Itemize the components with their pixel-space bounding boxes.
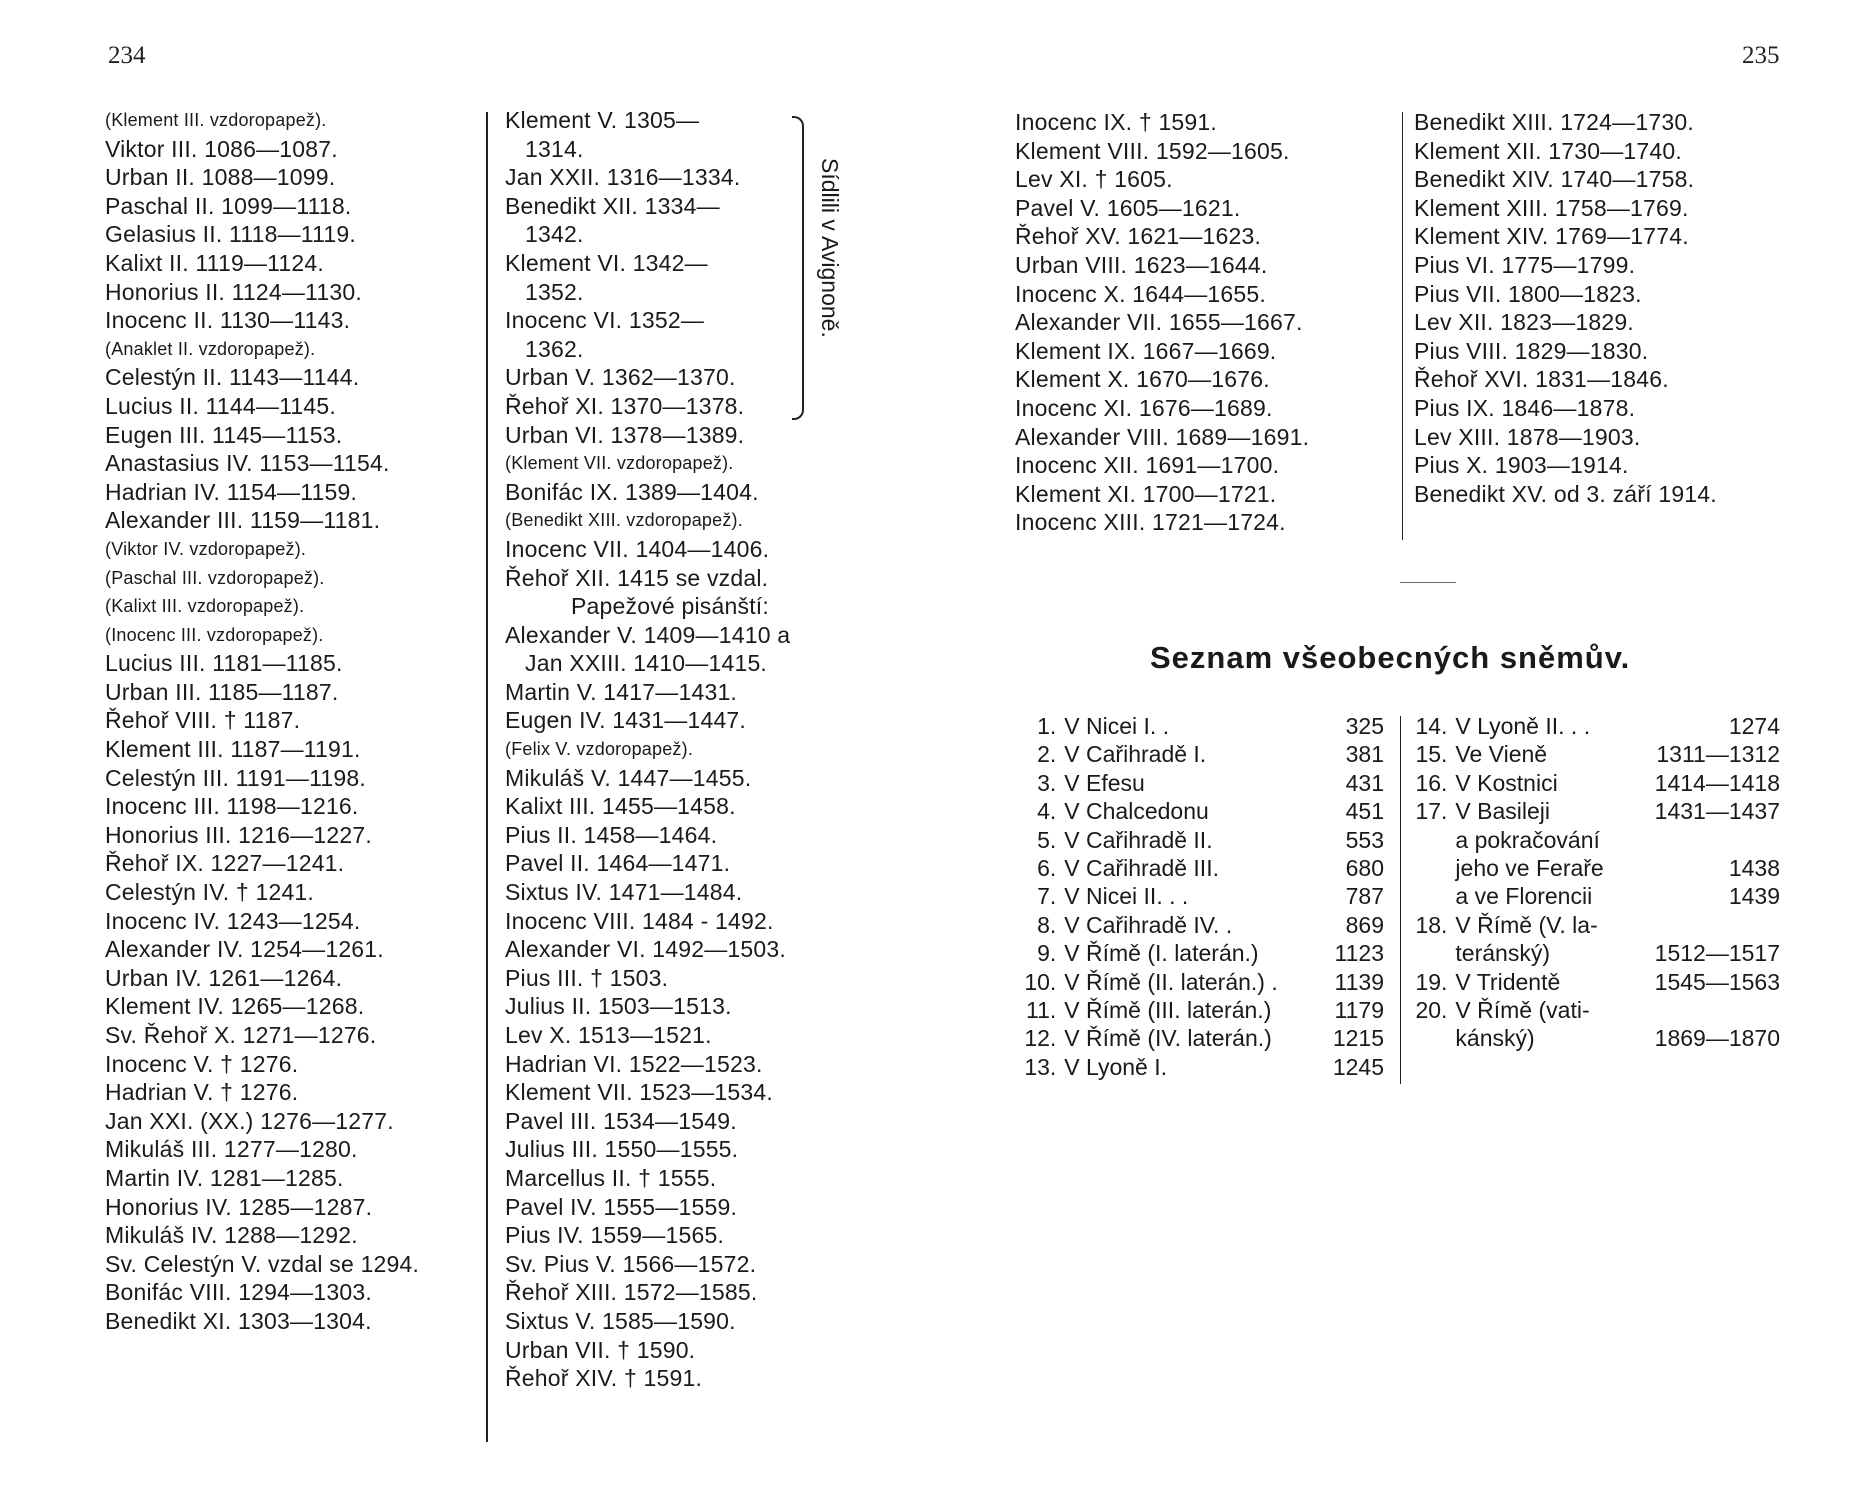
list-entry: Klement VI. 1342— <box>505 249 708 276</box>
council-place: jeho ve Feraře <box>1455 855 1604 882</box>
council-number: 15. <box>1415 741 1448 768</box>
list-entry: Gelasius II. 1118—1119. <box>105 221 356 248</box>
list-entry: Celestýn II. 1143—1144. <box>105 364 360 391</box>
list-entry: Pius IX. 1846—1878. <box>1414 394 1636 421</box>
council-place: a ve Florencii <box>1455 883 1593 910</box>
council-number: 10. <box>1024 968 1057 995</box>
list-entry: Bonifác IX. 1389—1404. <box>505 478 759 505</box>
list-entry: Lev X. 1513—1521. <box>505 1022 712 1048</box>
council-year <box>1631 911 1780 939</box>
list-entry: Klement IX. 1667—1669. <box>1015 337 1277 364</box>
council-year: 1139 <box>1334 968 1384 995</box>
list-entry: Julius II. 1503—1513. <box>505 993 732 1020</box>
list-entry: Inocenc XIII. 1721—1724. <box>1015 509 1286 536</box>
list-entry: Alexander V. 1409—1410 a <box>505 621 791 648</box>
list-entry: Celestýn III. 1191—1198. <box>105 764 366 791</box>
list-entry: Inocenc III. 1198—1216. <box>105 793 359 820</box>
separator-dash <box>1400 582 1456 583</box>
list-entry: Urban V. 1362—1370. <box>505 364 736 391</box>
council-year: 1512—1517 <box>1654 940 1780 967</box>
councils-table-left <box>1016 712 1384 1081</box>
council-row <box>1408 769 1780 797</box>
council-number: 2. <box>1037 741 1057 768</box>
list-entry: Klement XI. 1700—1721. <box>1015 480 1277 507</box>
council-row <box>1016 968 1384 996</box>
council-number: 9. <box>1037 940 1057 967</box>
list-entry: Řehoř IX. 1227—1241. <box>105 850 345 877</box>
list-entry: (Anaklet II. vzdoropapež). <box>105 338 316 359</box>
council-place: V Chalcedonu <box>1064 798 1209 825</box>
left-page-papal-list-2 <box>505 106 835 1393</box>
council-number: 4. <box>1037 798 1057 825</box>
council-number: 13. <box>1024 1053 1057 1080</box>
council-number <box>1408 826 1455 854</box>
council-row <box>1016 1024 1384 1052</box>
list-entry: (Viktor IV. vzdoropapež). <box>105 538 307 559</box>
council-row <box>1016 882 1384 910</box>
list-entry: Anastasius IV. 1153—1154. <box>105 450 390 477</box>
council-place: V Cařihradě IV. . <box>1064 911 1233 938</box>
avignon-note: Sídlili v Avignoně. <box>817 158 843 338</box>
council-row <box>1408 911 1780 939</box>
list-entry: Sixtus V. 1585—1590. <box>505 1307 736 1334</box>
list-entry: 1352. <box>525 278 584 305</box>
council-row <box>1016 740 1384 768</box>
list-entry: Pavel IV. 1555—1559. <box>505 1193 738 1220</box>
list-entry: Lev XI. † 1605. <box>1015 166 1173 193</box>
list-entry: Julius III. 1550—1555. <box>505 1136 739 1163</box>
list-entry: Pius VII. 1800—1823. <box>1414 280 1642 307</box>
list-entry: Kalixt II. 1119—1124. <box>105 249 324 276</box>
council-year: 1215 <box>1332 1025 1384 1052</box>
list-entry: (Felix V. vzdoropapež). <box>505 739 694 760</box>
list-entry: Papežové pisánští: <box>571 593 769 620</box>
council-number: 20. <box>1415 997 1448 1024</box>
list-entry: Pius III. † 1503. <box>505 964 669 991</box>
list-entry: Benedikt XIII. 1724—1730. <box>1414 109 1694 135</box>
council-place: V Nicei II. . . <box>1064 883 1189 910</box>
list-entry: Klement XII. 1730—1740. <box>1414 137 1682 164</box>
list-entry: Urban VII. † 1590. <box>505 1336 696 1363</box>
list-entry: Inocenc VI. 1352— <box>505 307 705 334</box>
list-entry: Urban VI. 1378—1389. <box>505 421 745 448</box>
list-entry: Klement XIV. 1769—1774. <box>1414 223 1689 250</box>
council-place: V Tridentě <box>1455 968 1561 995</box>
council-row <box>1408 968 1780 996</box>
list-entry: Bonifác VIII. 1294—1303. <box>105 1279 372 1306</box>
list-entry: Klement IV. 1265—1268. <box>105 993 365 1020</box>
council-place: a pokračování <box>1455 826 1600 853</box>
council-place: V Efesu <box>1064 769 1145 796</box>
council-year: 1179 <box>1334 997 1384 1024</box>
list-entry: Urban III. 1185—1187. <box>105 678 339 705</box>
council-place: V Lyoně II. . . <box>1455 713 1591 739</box>
column-divider-right <box>1402 112 1403 540</box>
council-year: 325 <box>1345 713 1384 739</box>
council-row <box>1408 826 1780 854</box>
council-row <box>1016 1053 1384 1081</box>
council-number: 12. <box>1024 1025 1057 1052</box>
list-entry: Klement V. 1305— <box>505 107 700 133</box>
councils-table-right <box>1408 712 1780 1053</box>
council-place: kánský) <box>1455 1025 1535 1052</box>
council-number: 3. <box>1037 769 1057 796</box>
page-number-left: 234 <box>108 42 146 69</box>
list-entry: Sv. Pius V. 1566—1572. <box>505 1250 757 1277</box>
council-place: V Kostnici <box>1455 769 1558 796</box>
council-place: V Římě (III. laterán.) <box>1064 997 1272 1024</box>
council-place: V Lyoně I. <box>1064 1053 1168 1080</box>
list-entry: Řehoř XII. 1415 se vzdal. <box>505 564 769 591</box>
list-entry: Alexander IV. 1254—1261. <box>105 936 384 963</box>
list-entry: Lucius III. 1181—1185. <box>105 650 343 677</box>
council-year: 1439 <box>1728 883 1780 910</box>
list-entry: Inocenc IX. † 1591. <box>1015 109 1217 135</box>
list-entry: Jan XXII. 1316—1334. <box>505 164 741 191</box>
council-year: 553 <box>1345 826 1384 853</box>
council-year: 451 <box>1345 798 1384 825</box>
council-place: V Cařihradě II. <box>1064 826 1213 853</box>
list-entry: Hadrian V. † 1276. <box>105 1079 299 1106</box>
council-row <box>1016 911 1384 939</box>
council-year: 1274 <box>1728 713 1780 739</box>
list-entry: Mikuláš IV. 1288—1292. <box>105 1222 358 1249</box>
list-entry: Alexander III. 1159—1181. <box>105 507 381 534</box>
list-entry: Hadrian IV. 1154—1159. <box>105 478 358 505</box>
council-year <box>1631 996 1780 1024</box>
list-entry: Jan XXI. (XX.) 1276—1277. <box>105 1107 394 1134</box>
council-year <box>1631 826 1780 854</box>
list-entry: Lucius II. 1144—1145. <box>105 392 336 419</box>
council-row <box>1408 882 1780 910</box>
right-page-papal-list-2 <box>1414 108 1834 508</box>
council-row <box>1016 939 1384 967</box>
council-row <box>1016 712 1384 740</box>
council-year: 869 <box>1345 911 1384 938</box>
list-entry: Celestýn IV. † 1241. <box>105 879 315 906</box>
list-entry: (Paschal III. vzdoropapež). <box>105 567 325 588</box>
right-page-papal-list-1 <box>1015 108 1395 537</box>
council-row <box>1016 797 1384 825</box>
council-row <box>1016 854 1384 882</box>
list-entry: Inocenc XI. 1676—1689. <box>1015 394 1273 421</box>
council-place: V Římě (vati- <box>1455 997 1590 1024</box>
council-place: V Basileji <box>1455 798 1551 825</box>
list-entry: Pius IV. 1559—1565. <box>505 1222 725 1249</box>
list-entry: Inocenc VII. 1404—1406. <box>505 535 770 562</box>
avignon-brace <box>792 116 804 420</box>
list-entry: Urban IV. 1261—1264. <box>105 964 343 991</box>
council-number <box>1408 939 1455 967</box>
council-row <box>1016 769 1384 797</box>
list-entry: Inocenc VIII. 1484 - 1492. <box>505 907 774 934</box>
list-entry: Benedikt XIV. 1740—1758. <box>1414 166 1695 193</box>
list-entry: Klement VIII. 1592—1605. <box>1015 137 1290 164</box>
list-entry: Sixtus IV. 1471—1484. <box>505 879 743 906</box>
list-entry: Řehoř XVI. 1831—1846. <box>1414 366 1669 393</box>
council-place: V Římě (II. laterán.) . <box>1064 968 1278 995</box>
list-entry: Benedikt XI. 1303—1304. <box>105 1307 372 1334</box>
council-number: 16. <box>1415 769 1448 796</box>
list-entry: Řehoř XI. 1370—1378. <box>505 392 745 419</box>
list-entry: Pavel II. 1464—1471. <box>505 850 731 877</box>
page-number-right: 235 <box>1742 42 1780 69</box>
list-entry: Klement X. 1670—1676. <box>1015 366 1270 393</box>
list-entry: Pius II. 1458—1464. <box>505 821 718 848</box>
council-year: 381 <box>1345 741 1384 768</box>
list-entry: Řehoř VIII. † 1187. <box>105 707 301 734</box>
council-place: V Římě (IV. laterán.) <box>1064 1025 1272 1052</box>
council-year: 1438 <box>1728 855 1780 882</box>
council-year: 1431—1437 <box>1654 798 1780 825</box>
council-number: 14. <box>1415 713 1448 739</box>
council-year: 680 <box>1345 855 1384 882</box>
council-number: 1. <box>1037 713 1057 739</box>
councils-divider <box>1400 716 1401 1084</box>
council-place: V Cařihradě III. <box>1064 855 1219 882</box>
council-place: Ve Vieně <box>1455 741 1548 768</box>
list-entry: Mikuláš III. 1277—1280. <box>105 1136 358 1163</box>
list-entry: (Benedikt XIII. vzdoropapež). <box>505 510 743 531</box>
list-entry: Marcellus II. † 1555. <box>505 1164 717 1191</box>
list-entry: Sv. Celestýn V. vzdal se 1294. <box>105 1250 420 1277</box>
list-entry: Benedikt XII. 1334— <box>505 192 720 219</box>
council-year: 1414—1418 <box>1654 769 1780 796</box>
list-entry: Hadrian VI. 1522—1523. <box>505 1050 763 1077</box>
council-number <box>1408 854 1455 882</box>
list-entry: Martin IV. 1281—1285. <box>105 1164 344 1191</box>
list-entry: (Kalixt III. vzdoropapež). <box>105 596 305 617</box>
list-entry: Pius VI. 1775—1799. <box>1414 251 1636 278</box>
council-number <box>1408 882 1455 910</box>
list-entry: Mikuláš V. 1447—1455. <box>505 764 752 791</box>
council-number: 11. <box>1026 997 1057 1024</box>
council-place: V Římě (I. laterán.) <box>1064 940 1259 967</box>
councils-heading: Seznam všeobecných sněmův. <box>1150 640 1631 675</box>
list-entry: Honorius IV. 1285—1287. <box>105 1193 373 1220</box>
council-row <box>1408 996 1780 1024</box>
council-number: 18. <box>1415 911 1448 938</box>
list-entry: Alexander VII. 1655—1667. <box>1015 309 1303 336</box>
list-entry: 1314. <box>525 135 584 162</box>
council-row <box>1408 854 1780 882</box>
council-row <box>1016 996 1384 1024</box>
list-entry: Řehoř XV. 1621—1623. <box>1015 223 1262 250</box>
council-year: 1245 <box>1332 1053 1384 1080</box>
list-entry: Eugen IV. 1431—1447. <box>505 707 747 734</box>
council-number: 7. <box>1037 883 1057 910</box>
list-entry: Pius VIII. 1829—1830. <box>1414 337 1649 364</box>
list-entry: Klement III. 1187—1191. <box>105 736 361 763</box>
left-page-papal-list-1 <box>105 106 485 1336</box>
list-entry: Kalixt III. 1455—1458. <box>505 793 736 820</box>
list-entry: Inocenc II. 1130—1143. <box>105 307 351 334</box>
council-place: V Římě (V. la- <box>1455 911 1598 938</box>
council-year: 431 <box>1345 769 1384 796</box>
council-row <box>1408 1024 1780 1052</box>
list-entry: Jan XXIII. 1410—1415. <box>525 650 768 677</box>
list-entry: (Inocenc III. vzdoropapež). <box>105 624 324 645</box>
list-entry: Honorius III. 1216—1227. <box>105 821 372 848</box>
list-entry: Honorius II. 1124—1130. <box>105 278 362 305</box>
council-year: 1311—1312 <box>1656 741 1780 768</box>
list-entry: Pavel III. 1534—1549. <box>505 1107 737 1134</box>
list-entry: (Klement III. vzdoropapež). <box>105 110 327 130</box>
list-entry: Klement XIII. 1758—1769. <box>1414 194 1689 221</box>
list-entry: Alexander VIII. 1689—1691. <box>1015 423 1310 450</box>
council-number <box>1408 1024 1455 1052</box>
list-entry: Lev XIII. 1878—1903. <box>1414 423 1641 450</box>
council-number: 8. <box>1037 911 1057 938</box>
list-entry: (Klement VII. vzdoropapež). <box>505 453 734 474</box>
council-row <box>1016 826 1384 854</box>
council-place: V Nicei I. . <box>1064 713 1170 739</box>
council-year: 787 <box>1345 883 1384 910</box>
council-year: 1869—1870 <box>1654 1025 1780 1052</box>
council-number: 5. <box>1037 826 1057 853</box>
list-entry: Inocenc V. † 1276. <box>105 1050 299 1077</box>
list-entry: Řehoř XIII. 1572—1585. <box>505 1279 758 1306</box>
council-number: 19. <box>1415 968 1448 995</box>
list-entry: Urban II. 1088—1099. <box>105 164 336 191</box>
council-year: 1545—1563 <box>1654 968 1780 995</box>
list-entry: Pius X. 1903—1914. <box>1414 452 1629 479</box>
list-entry: Inocenc X. 1644—1655. <box>1015 280 1266 307</box>
list-entry: Lev XII. 1823—1829. <box>1414 309 1634 336</box>
list-entry: 1342. <box>525 221 584 248</box>
council-year: 1123 <box>1334 940 1384 967</box>
list-entry: Paschal II. 1099—1118. <box>105 192 352 219</box>
list-entry: Eugen III. 1145—1153. <box>105 421 343 448</box>
council-number: 6. <box>1037 855 1057 882</box>
council-row <box>1408 797 1780 825</box>
council-row <box>1408 712 1780 740</box>
list-entry: Sv. Řehoř X. 1271—1276. <box>105 1022 377 1048</box>
list-entry: Alexander VI. 1492—1503. <box>505 936 786 963</box>
list-entry: Pavel V. 1605—1621. <box>1015 194 1241 221</box>
list-entry: Viktor III. 1086—1087. <box>105 135 338 162</box>
list-entry: Benedikt XV. od 3. září 1914. <box>1414 480 1717 507</box>
list-entry: Řehoř XIV. † 1591. <box>505 1365 703 1392</box>
council-place: V Cařihradě I. <box>1064 741 1207 768</box>
list-entry: Klement VII. 1523—1534. <box>505 1079 773 1106</box>
council-place: teránský) <box>1455 940 1551 967</box>
council-row <box>1408 740 1780 768</box>
council-row <box>1408 939 1780 967</box>
list-entry: 1362. <box>525 335 584 362</box>
list-entry: Urban VIII. 1623—1644. <box>1015 251 1268 278</box>
list-entry: Inocenc IV. 1243—1254. <box>105 907 361 934</box>
list-entry: Martin V. 1417—1431. <box>505 678 738 705</box>
council-number: 17. <box>1415 798 1448 825</box>
column-divider-left <box>486 112 488 1442</box>
list-entry: Inocenc XII. 1691—1700. <box>1015 452 1280 479</box>
